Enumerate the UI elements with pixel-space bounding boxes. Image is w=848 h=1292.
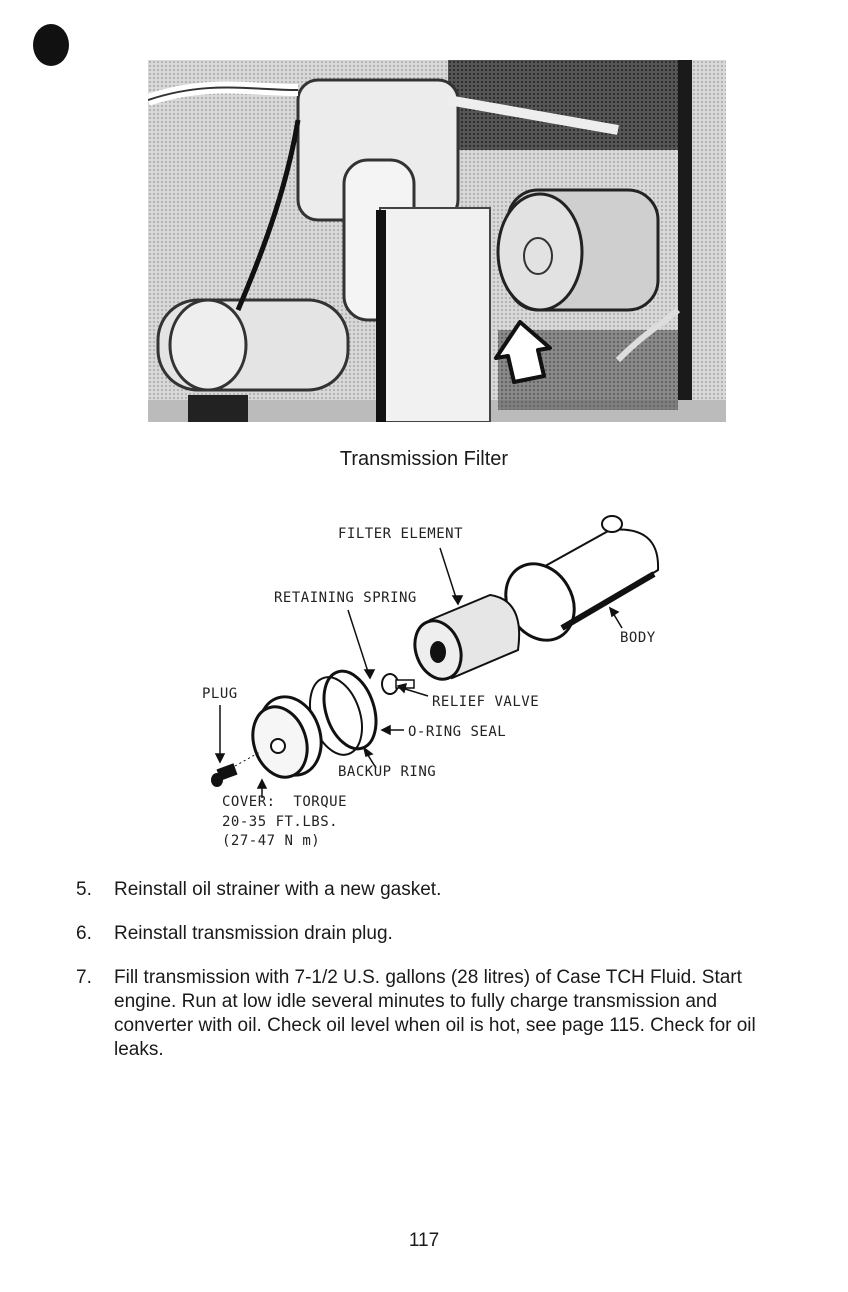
label-relief-valve: RELIEF VALVE <box>432 694 540 710</box>
punch-hole <box>30 22 72 68</box>
step-number: 7. <box>76 967 92 988</box>
label-retaining-spring: RETAINING SPRING <box>274 590 417 606</box>
step-number: 6. <box>76 923 92 944</box>
label-cover-torque: COVER: TORQUE <box>222 794 348 810</box>
label-backup-ring: BACKUP RING <box>338 764 437 780</box>
label-body: BODY <box>620 630 656 646</box>
exploded-filter-diagram <box>190 500 670 860</box>
label-plug: PLUG <box>202 686 238 702</box>
step-number: 5. <box>76 879 92 900</box>
step-item <box>76 966 796 1062</box>
filter-cover <box>244 689 331 785</box>
label-filter-element: FILTER ELEMENT <box>338 526 464 542</box>
photo-caption: Transmission Filter <box>339 448 509 470</box>
filter-element <box>407 595 519 686</box>
instruction-steps <box>76 878 796 1082</box>
step-text: Reinstall oil strainer with a new gasket. <box>114 879 442 900</box>
label-o-ring-seal: O-RING SEAL <box>408 724 507 740</box>
step-item <box>76 922 796 946</box>
label-cover-nm: (27-47 N m) <box>222 833 321 849</box>
step-text: Reinstall transmission drain plug. <box>114 923 393 944</box>
step-text: Fill transmission with 7-1/2 U.S. gallons (28 litres) of Case TCH Fluid. Start engine. Run at low idle several minutes to fully charge transmission and converter with oil. Check oil level when oil is hot, see page 115. Check for oil leaks. <box>114 967 756 1060</box>
step-item <box>76 878 796 902</box>
label-cover-ftlbs: 20-35 FT.LBS. <box>222 814 339 830</box>
transmission-filter-photo <box>148 60 726 422</box>
page-number: 117 <box>408 1230 440 1251</box>
